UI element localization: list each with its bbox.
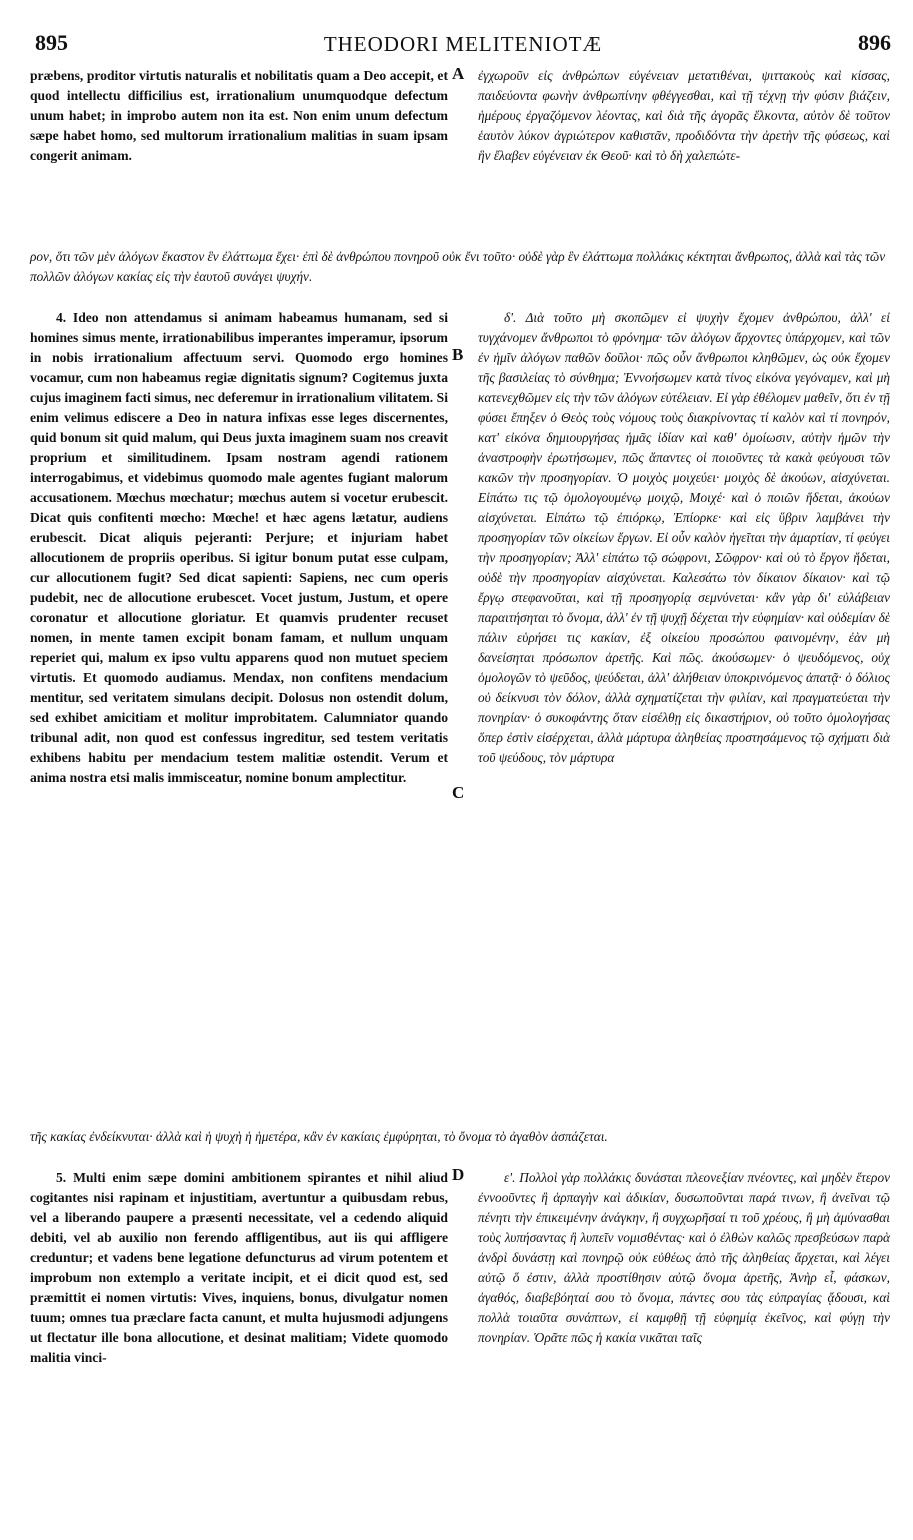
greek-column-block-2 bbox=[478, 308, 890, 768]
greek-continuation-block-1 bbox=[30, 247, 890, 287]
page-header bbox=[35, 30, 891, 62]
latin-paragraph-4: 4. Ideo non attendamus si animam habeamus humanam, sed si homines simus mente, irrationabilibus imperantes imperamur, ipsorum in nobis irrationalium affectuum servi. Quomodo ergo homines vocamur, cum non habeamus regiæ dignitatis signum? Cogitemus juxta cujus imaginem facti simus, nec deferemur in irrationalium vilitatem. Si enim velimus ediscere a Deo in natura infixas esse leges discernentes, quid bonum sit quid malum, qui Deus juxta imaginem suam nos creavit proprium et similitudinem. Ipsam nostram agendi rationem interrogabimus, et videbimus quomodo male agentes fugiant malorum accusationem. Mœchus mœchatur; mœchus autem si vocetur erubescit. Dicat quis confitenti mœcho: Mœche! et hæc agens lætatur, audiens erubescit. Dicat aliquis pejeranti: Perjure; et injuriam habet allocutionem de propriis operibus. Si igitur bonum putat esse culpam, cur allocutionem fugit? Sed dicat sapienti: Sapiens, nec cum operis pudebit, nec de allocutione erubescet. Vocet justum, Justum, et opere coronatur et allocutione gloriatur. Et quamvis prudenter recuset nomen, in mente tamen excipit bonam famam, et nullum unquam reperiet qui, malum ex ipso vultu apparens quod non mutuet speciem virtutis. Et quomodo audiamus. Mendax, non confitens mendacium mentitur, sed veritatem simulans decipit. Dolosus non ostendit dolum, sed exhibet amicitiam et molitur improbitatem. Calumniator quando tribunal adit, non quod est confessus ingreditur, sed testem veritatis exhibens habitu per mendacium testem malitiæ ostendit. Verum et anima nostra etsi malis immisceatur, nomine bonum amplectitur. bbox=[30, 310, 448, 785]
greek-paragraph-5: ε'. Πολλοὶ γὰρ πολλάκις δυνάσται πλεονεξίαν πνέοντες, καὶ μηδὲν ἕτερον ἐννοοῦντες ἢ ἁρπαγὴν καὶ ἀδικίαν, δυσωποῦνται παρά τινων, ἢ ἀνεῖναι τῷ πένητι τὴν ἐπικειμένην ἀνάγκην, ἢ συγχωρῆσαί τι τοῦ χρέους, ἢ μὴ ἀμύνασθαι τοὺς λυπήσαντας ἢ λυπεῖν νομισθέντας· καὶ ὁ ἐλθὼν καλῶς πρεσβεύσων παρὰ ἀνδρὶ δυνάστῃ καὶ πονηρῷ οὐκ εὐθέως ἀπὸ τῆς ἀληθείας ἄρχεται, καὶ λέγει αὐτῷ ὅ ἐστιν, ἀλλὰ προστίθησιν αὐτῷ ὄνομα ἀρετῆς, Ἀνὴρ εἶ, φάσκων, ἀγαθός, διαβεβόηταί σου τὸ ὄνομα, πάντες σου τὰς εὐπραγίας ᾄδουσι, καὶ πολλὰ τοιαῦτα συνάπτων, εἰ καμφθῇ τῇ εὐφημίᾳ ἐκεῖνος, καὶ φύγῃ τὴν πονηρίαν. Ὁρᾶτε πῶς ἡ κακία νικᾶται ταῖς bbox=[478, 1170, 890, 1345]
greek-paragraph-4: δ'. Διὰ τοῦτο μὴ σκοπῶμεν εἰ ψυχὴν ἔχομεν ἀνθρώπου, ἀλλ' εἰ τυγχάνομεν ἄνθρωποι τὸ φρόνημα· τῶν ἀλόγων ἄρχοντες ὑπάρχομεν, καὶ τῶν ἐν ἡμῖν ἀλόγων παθῶν δοῦλοι· πῶς οὖν ἄνθρωποι κληθῶμεν, ὡς οὐκ ἔχομεν τῆς βασιλείας τὸ σύνθημα; Ἐννοήσωμεν κατὰ τίνος εἰκόνα γεγόναμεν, καὶ μὴ κατενεχθῶμεν εἰς τὴν τῶν ἀλόγων εὐτέλειαν. Εἰ γὰρ ἐθέλομεν μαθεῖν, ὅτι ἐν τῇ φύσει ἔπηξεν ὁ Θεὸς τοὺς νόμους τοὺς διακρίνοντας τί καλὸν καὶ τί πονηρόν, κατ' εἰκόνα δημιουργήσας ἡμᾶς ἰδίαν καὶ καθ' ὁμοίωσιν, αὐτὴν ἡμῶν τὴν ἀναστροφὴν ἐρωτήσωμεν, πῶς ἅπαντες οἱ ποιοῦντες τὰ κακὰ φεύγουσι τῶν κακῶν τὴν προσηγορίαν. Ὁ μοιχὸς μοιχεύει· μοιχὸς δὲ ἀκούων, αἰσχύνεται. Εἰπάτω τις τῷ ὁμολογουμένῳ μοιχῷ, Μοιχέ· καὶ ὁ ποιῶν ἥδεται, ἀκούων αἰσχύνεται. Εἰπάτω τῷ ἐπιόρκῳ, Ἐπίορκε· καὶ εἰς ὕβριν λαμβάνει τὴν προσηγορίαν τῶν οἰκείων ἔργων. Εἰ οὖν καλὸν ἡγεῖται τὴν ἁμαρτίαν, τί φεύγει τὴν προσηγορίαν; Ἀλλ' εἰπάτω τῷ σώφρονι, Σῶφρον· καὶ οὐ τὸ ἔργον ἥδεται, οὐδὲ τὴν προσηγορίαν αἰσχύνεται. Καλεσάτω τὸν δίκαιον δίκαιον· καὶ τῷ ἔργῳ στεφανοῦται, καὶ τῇ προσηγορίᾳ σεμνύνεται· κἂν γὰρ δι' εὐλάβειαν παραιτήσηται τὸ ὄνομα, ἀλλ' ἐν τῇ ψυχῇ δέχεται τὴν εὐφημίαν· καὶ οὐδεμίαν δὲ πάλιν εὑρήσει τις κακίαν, ἐξ οἰκείου προσώπου φαινομένην, ἐὰν μὴ δανείσηται πρόσωπον ἀρετῆς. Καὶ πῶς. ἀκούσωμεν· ὁ ψευδόμενος, οὐχ ὁμολογῶν τὸ ψεῦδος, ψεύδεται, ἀλλ' ἀλήθειαν ὑποκρινόμενος ἀπατᾷ· ὁ δόλιος οὐ δείκνυσι τὸν δόλον, ἀλλὰ σχηματίζεται τὴν φιλίαν, καὶ πραγματεύεται τὴν πονηρίαν· ὁ συκοφάντης ὅταν εἰσέλθῃ εἰς δικαστήριον, οὐ τοῦτο ὁμολογήσας ὅπερ ἐστὶν εἰσέρχεται, ἀλλὰ μάρτυρα ἀληθείας προστησάμενος τῷ σχήματι διὰ τοῦ ψεύδους, τὸν μάρτυρα bbox=[478, 310, 890, 765]
right-page-number: 896 bbox=[858, 30, 891, 55]
latin-column-block-3 bbox=[30, 1168, 448, 1368]
greek-continuation: ρον, ὅτι τῶν μὲν ἀλόγων ἕκαστον ἓν ἐλάττωμα ἔχει· ἐπὶ δὲ ἀνθρώπου πονηροῦ οὐκ ἔνι τοῦτο· οὐδὲ γὰρ ἓν ἐλάττωμα πολλάκις κέκτηται ἄνθρωπος, ἀλλὰ καὶ τὰς τῶν πολλῶν ἀλόγων κακίας εἰς τὴν ἑαυτοῦ συνάγει ψυχήν. bbox=[30, 249, 886, 284]
latin-column-block-1 bbox=[30, 66, 448, 166]
margin-marker-a: A bbox=[452, 64, 465, 83]
margin-marker-b: B bbox=[452, 345, 464, 364]
latin-column-block-2 bbox=[30, 308, 448, 788]
greek-continuation-block-2 bbox=[30, 1127, 890, 1147]
latin-paragraph: præbens, proditor virtutis naturalis et nobilitatis quam a Deo accepit, et quod intellectu difficilius est, irrationalium unumquodque defectum unum habet; in improbo autem non ita est. Non enim unum defectum sæpe habet homo, sed multorum irrationalium malitias in suam ipsam congerit animam. bbox=[30, 68, 448, 163]
greek-continuation: τῆς κακίας ἐνδείκνυται· ἀλλὰ καὶ ἡ ψυχὴ ἡ ἡμετέρα, κἂν ἐν κακίαις ἐμφύρηται, τὸ ὄνομα τὸ ἀγαθὸν ἀσπάζεται. bbox=[30, 1129, 608, 1144]
latin-paragraph-5: 5. Multi enim sæpe domini ambitionem spirantes et nihil aliud cogitantes nisi rapinam et injustitiam, avertuntur a quibusdam rebus, vel a liberando paupere a præsenti necessitate, vel a cedendo aliquid debiti, vel ab auxilio non ferendo affligentibus, aut iis qui affligere creduntur; et vadens bene legatione defuncturus ad virum potentem et improbum non extemplo a veritate incipit, et ei dicit quod est, sed præmittit ei nomen virtutis: Vives, inquiens, bonus, divulgatur nomen tuum; omnes tua præclare facta canunt, et multa hujusmodi adjungens ut flectatur ille bona allocutione, et desinat malitiam; Videte quomodo malitia vinci- bbox=[30, 1170, 448, 1365]
greek-paragraph: ἐγχωροῦν εἰς ἀνθρώπων εὐγένειαν μετατιθέναι, ψιττακοὺς καὶ κίσσας, παιδεύοντα φωνὴν ἀνθρωπίνην φθέγγεσθαι, καὶ τῇ τέχνῃ τὴν φύσιν βιάζειν, ἡμέρους ἐργαζόμενον λέοντας, καὶ διὰ τῆς ἀγορᾶς ἕλκοντα, αὐτὸν δὲ τοῦτον ἑαυτὸν λύκον ἀγριώτερον καθιστᾶν, προδιδόντα τὴν ἀρετὴν τῆς φύσεως, καὶ ἣν ἔλαβεν εὐγένειαν ἐκ Θεοῦ· καὶ τὸ δὴ χαλεπώτε- bbox=[478, 68, 890, 163]
margin-marker-c: C bbox=[452, 783, 465, 802]
greek-column-block-3 bbox=[478, 1168, 890, 1348]
margin-marker-d: D bbox=[452, 1165, 465, 1184]
running-title: THEODORI MELITENIOTÆ bbox=[323, 32, 603, 56]
greek-column-block-1 bbox=[478, 66, 890, 166]
left-page-number: 895 bbox=[35, 30, 68, 55]
